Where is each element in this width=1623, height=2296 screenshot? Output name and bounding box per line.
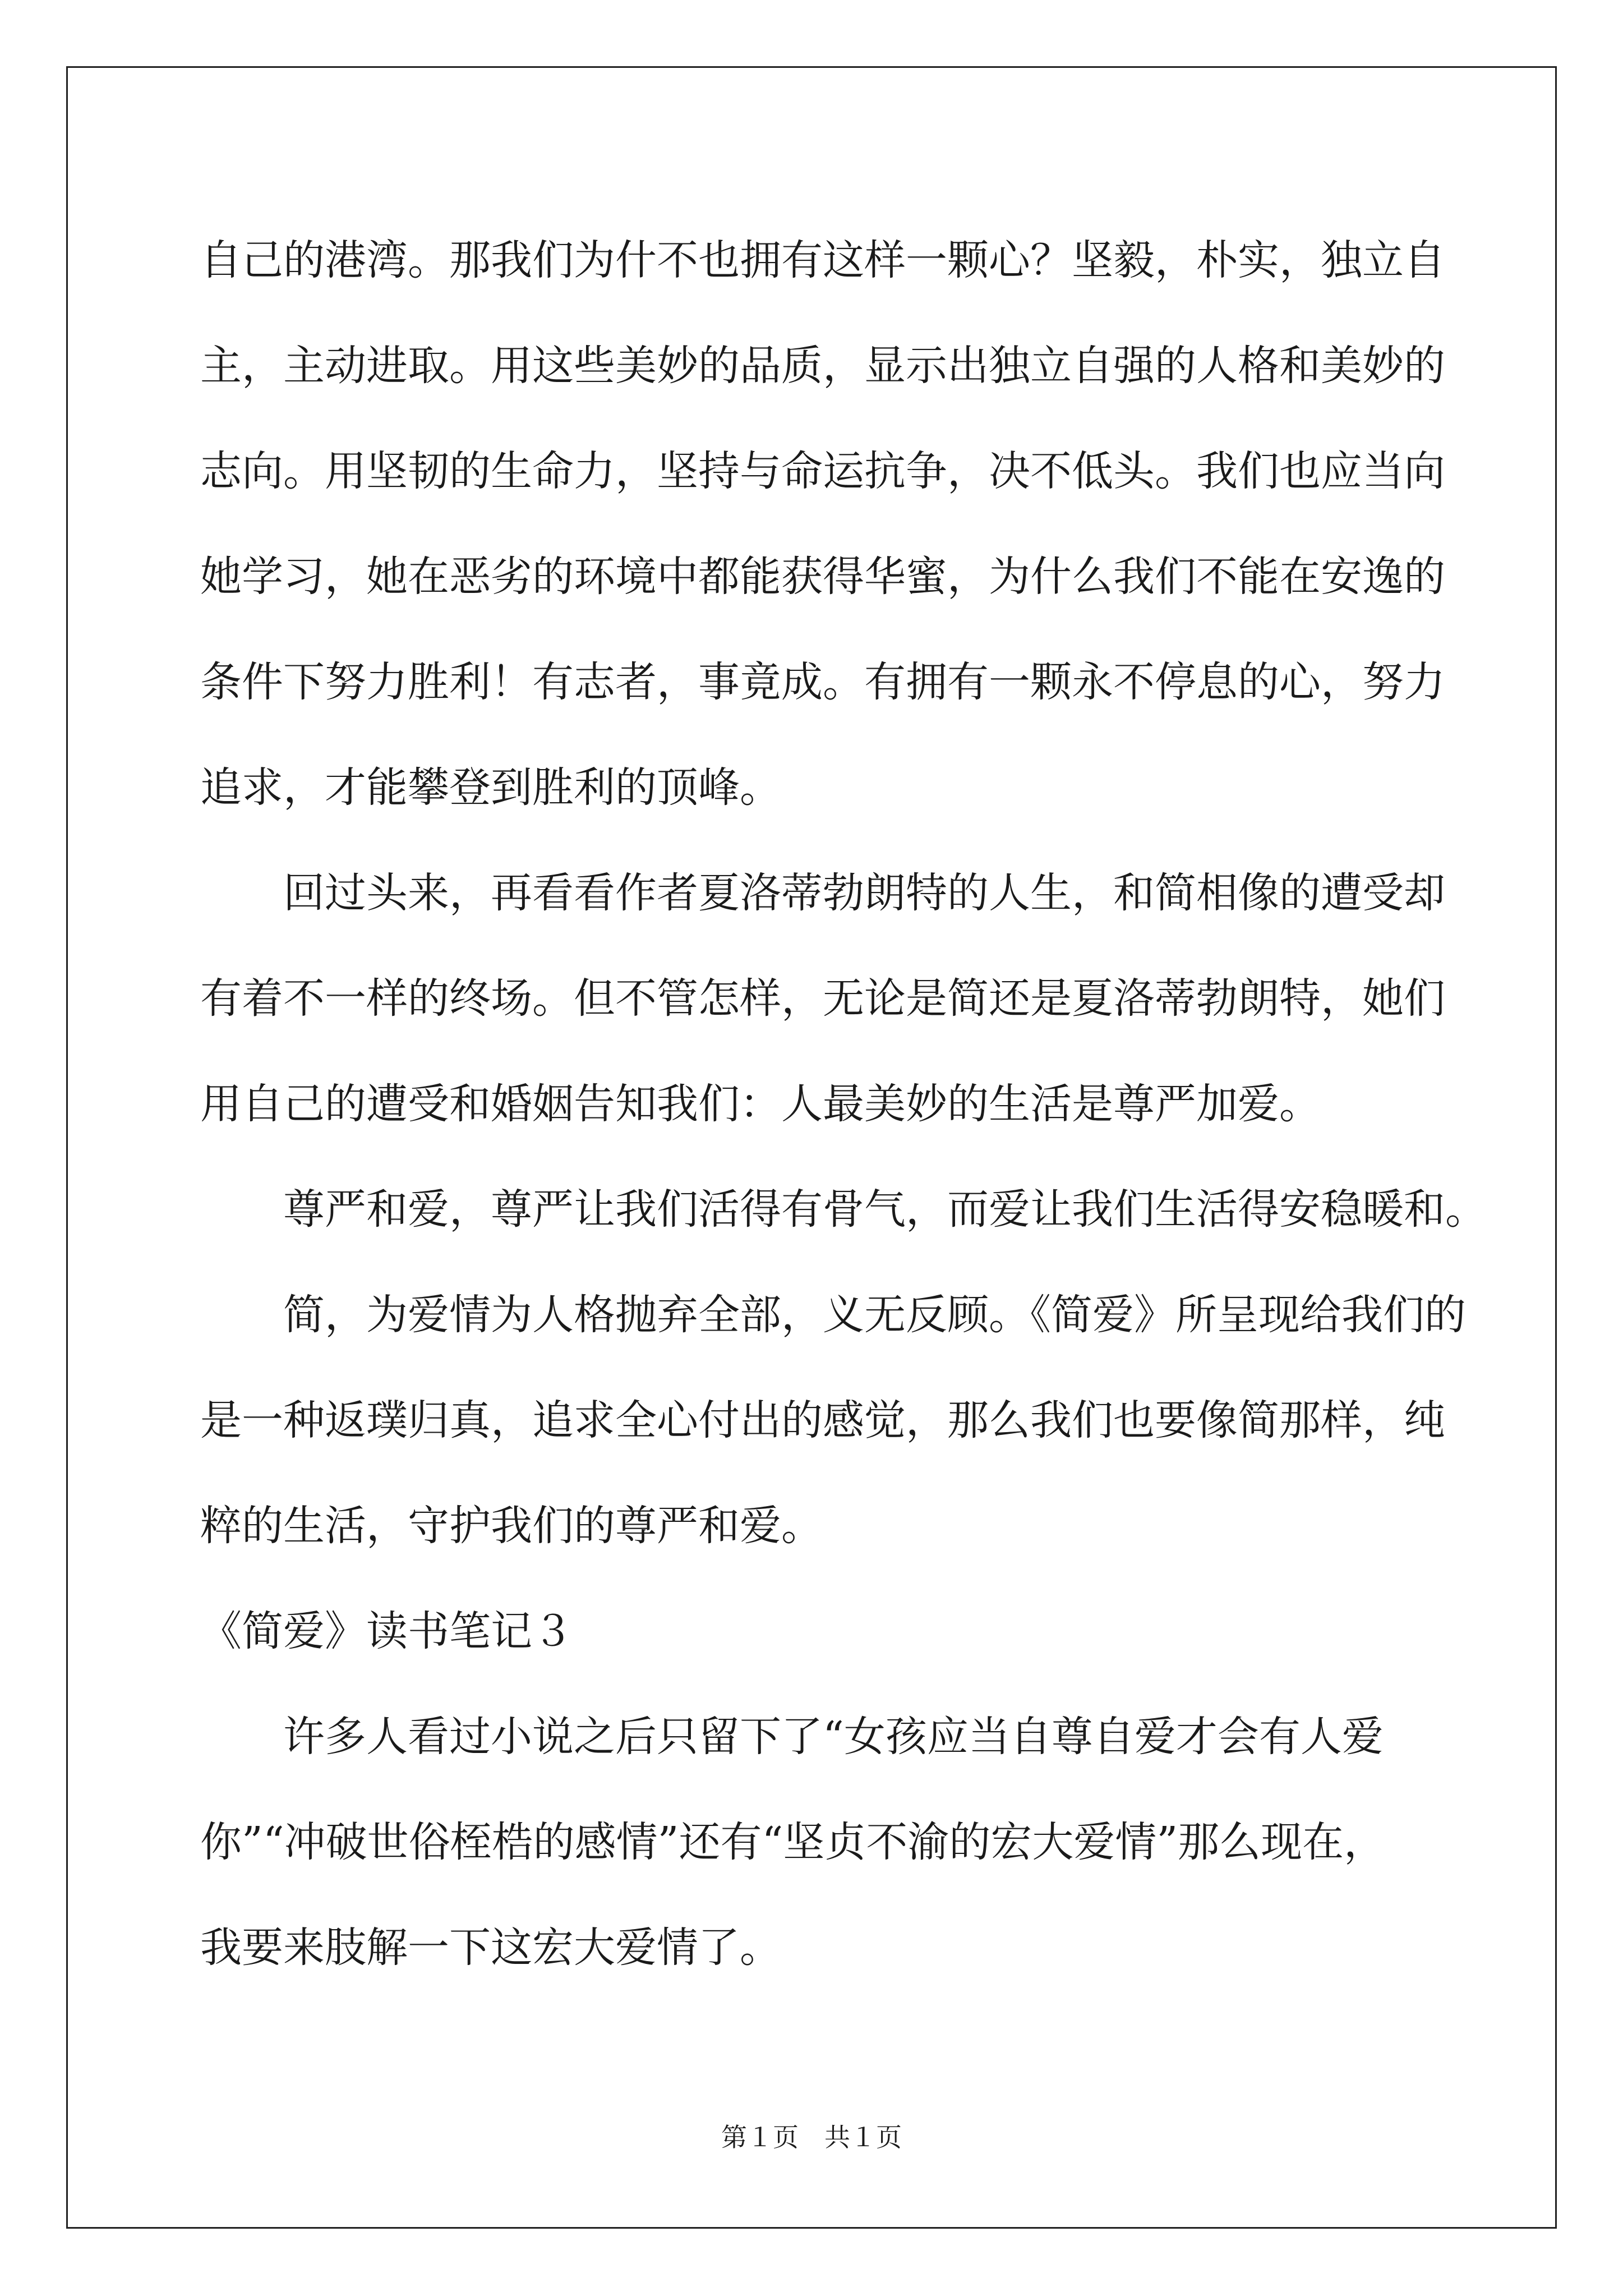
text-line: 你”“冲破世俗桎梏的感情”还有“坚贞不渝的宏大爱情”那么现在，: [200, 1818, 1386, 1866]
section-heading: 《简爱》读书笔记３: [200, 1607, 574, 1655]
text-line: 追求，才能攀登到胜利的顶峰。: [200, 763, 781, 812]
text-line: 粹的生活，守护我们的尊严和爱。: [200, 1502, 823, 1550]
text-line: 简，为爱情为人格抛弃全部，义无反顾。《简爱》所呈现给我们的: [200, 1291, 1466, 1339]
text-line: 条件下努力胜利！有志者，事竟成。有拥有一颗永不停息的心，努力: [200, 658, 1445, 706]
text-line: 我要来肢解一下这宏大爱情了。: [200, 1924, 781, 1972]
text-line: 主，主动进取。用这些美妙的品质，显示出独立自强的人格和美妙的: [200, 342, 1445, 390]
page-footer: 第１页 共１页: [721, 2122, 902, 2152]
text-line: 她学习，她在恶劣的环境中都能获得华蜜，为什么我们不能在安逸的: [200, 553, 1445, 601]
text-line: 许多人看过小说之后只留下了“女孩应当自尊自爱才会有人爱: [200, 1713, 1384, 1761]
text-line: 自己的港湾。那我们为什不也拥有这样一颗心？坚毅，朴实，独立自: [200, 236, 1445, 284]
text-line: 回过头来，再看看作者夏洛蒂勃朗特的人生，和简相像的遭受却: [200, 869, 1445, 917]
document-body: [200, 208, 1487, 2000]
text-line: 用自己的遭受和婚姻告知我们：人最美妙的生活是尊严加爱。: [200, 1080, 1321, 1128]
text-line: 志向。用坚韧的生命力，坚持与命运抗争，决不低头。我们也应当向: [200, 447, 1445, 495]
text-line: 尊严和爱，尊严让我们活得有骨气，而爱让我们生活得安稳暖和。: [200, 1185, 1487, 1234]
text-line: 是一种返璞归真，追求全心付出的感觉，那么我们也要像简那样，纯: [200, 1396, 1445, 1444]
text-line: 有着不一样的终场。但不管怎样，无论是简还是夏洛蒂勃朗特，她们: [200, 974, 1445, 1023]
